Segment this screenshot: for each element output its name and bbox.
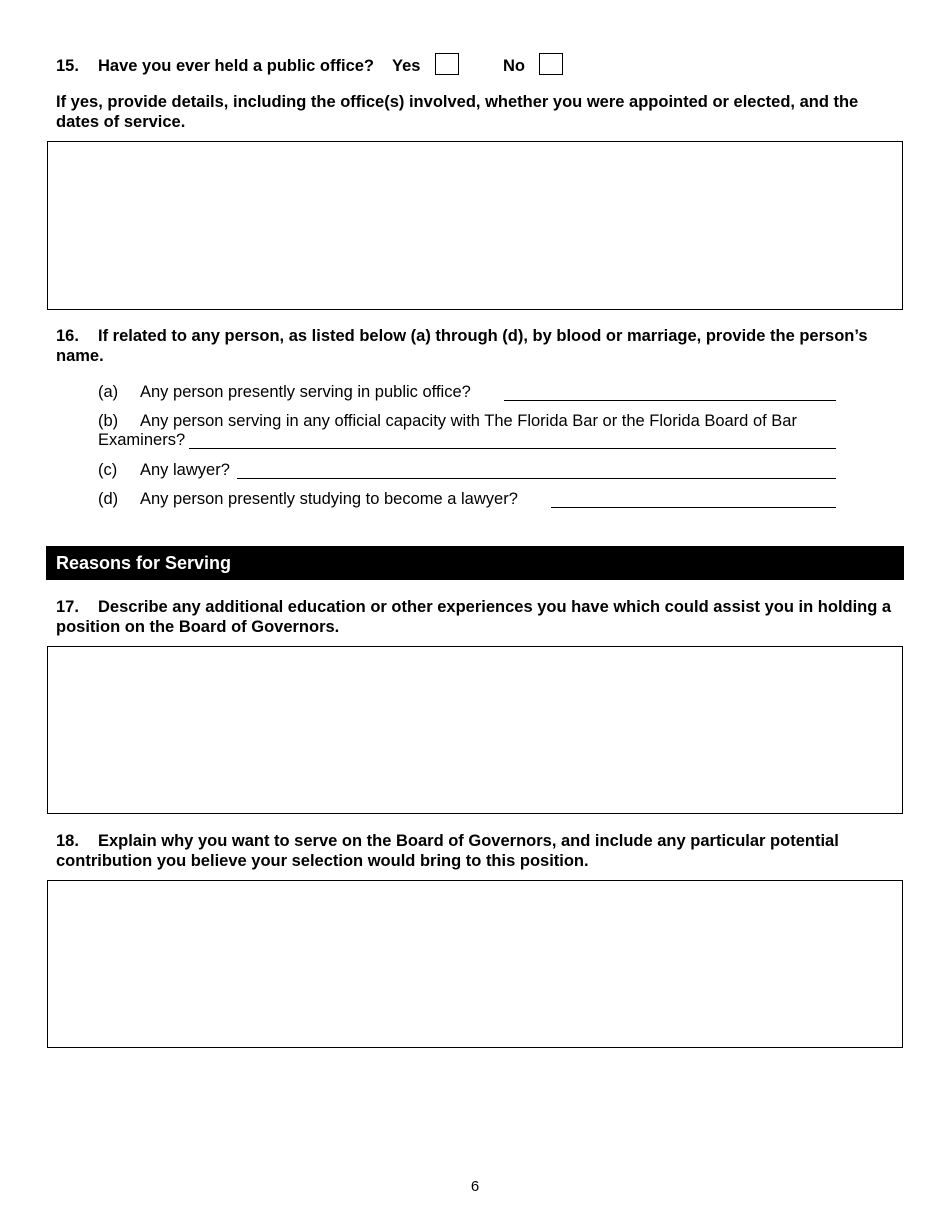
q16c-answer-line[interactable]	[237, 478, 836, 479]
q18-answer-textbox[interactable]	[47, 880, 903, 1048]
q15-line	[56, 57, 374, 77]
q15-yes-label: Yes	[392, 57, 421, 75]
q16b-text-line2: Examiners?	[98, 431, 186, 449]
q16-line	[56, 327, 896, 366]
q16-number: 16.	[56, 327, 79, 345]
q15-yes-checkbox[interactable]	[435, 53, 459, 75]
q16c-text: Any lawyer?	[140, 461, 230, 479]
q15-question: Have you ever held a public office?	[98, 57, 374, 75]
q17-line	[56, 598, 896, 637]
q17-question: Describe any additional education or other experiences you have which could assist you in holding a position on the Board of Governors.	[56, 598, 892, 636]
page-number: 6	[470, 1178, 480, 1195]
q16a-letter: (a)	[98, 383, 119, 401]
q18-line	[56, 832, 896, 871]
q16d-text: Any person presently studying to become a lawyer?	[140, 490, 518, 508]
q15-details-prompt: If yes, provide details, including the office(s) involved, whether you were appointed or elected, and the dates of service.	[56, 93, 859, 131]
q16d-answer-line[interactable]	[551, 507, 836, 508]
q15-no-checkbox[interactable]	[539, 53, 563, 75]
q15-number: 15.	[56, 57, 79, 75]
q16a-text: Any person presently serving in public office?	[140, 383, 471, 401]
q15-details-textbox[interactable]	[47, 141, 903, 310]
q18-number: 18.	[56, 832, 79, 850]
q18-question: Explain why you want to serve on the Board of Governors, and include any particular potential contribution you believe your selection would bring to this position.	[56, 832, 839, 870]
q16d-letter: (d)	[98, 490, 119, 508]
q16c-letter: (c)	[98, 461, 118, 479]
q17-answer-textbox[interactable]	[47, 646, 903, 814]
q17-number: 17.	[56, 598, 79, 616]
q16b-letter: (b)	[98, 412, 119, 430]
q16b-answer-line[interactable]	[189, 448, 836, 449]
q16-question: If related to any person, as listed below (a) through (d), by blood or marriage, provide the person’s name.	[56, 327, 868, 365]
q15-no-label: No	[503, 57, 525, 75]
q16a-answer-line[interactable]	[504, 400, 836, 401]
section-header-reasons-for-serving: Reasons for Serving	[46, 546, 904, 580]
q16b-text-line1: Any person serving in any official capacity with The Florida Bar or the Florida Board of Bar	[140, 412, 797, 430]
